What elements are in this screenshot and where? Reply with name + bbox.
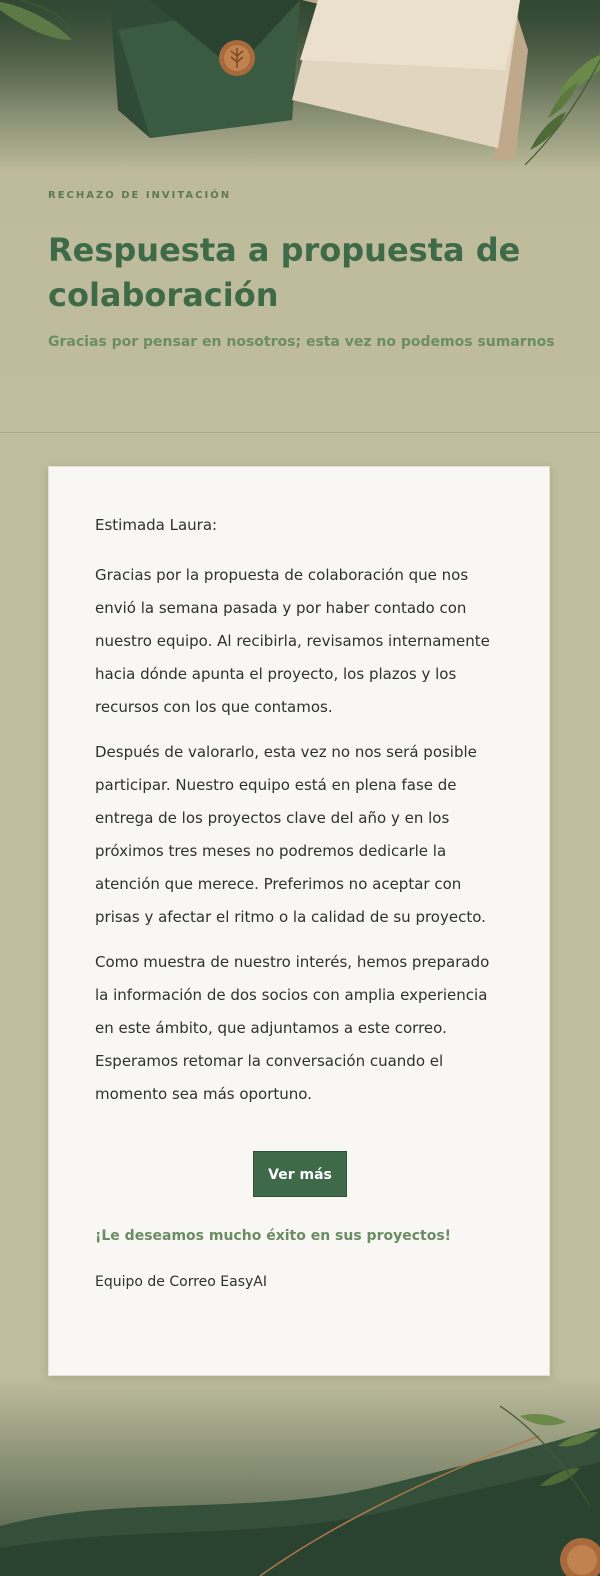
paragraph-3: Como muestra de nuestro interés, hemos preparado la información de dos socios con amplia experiencia en este ámbito, que adjuntamos a este correo. Esperamos retomar la conversación cuando el momento sea más oportuno.: [95, 953, 490, 1103]
message-body: [95, 513, 505, 1293]
paragraph-2: Después de valorarlo, esta vez no nos será posible participar. Nuestro equipo está en plena fase de entrega de los proyectos clave del año y en los próximos tres meses no podremos dedicarle la atención que merece. Preferimos no aceptar con prisas y afectar el ritmo o la calidad de su proyecto.: [95, 743, 486, 926]
envelope-icon: [110, 0, 300, 138]
wax-seal-icon: [219, 40, 255, 76]
paragraph-1: Gracias por la propuesta de colaboración que nos envió la semana pasada y por haber contado con nuestro equipo. Al recibirla, revisamos internamente hacia dónde apunta el proyecto, los plazos y los recursos con los que contamos.: [95, 566, 490, 716]
footer-illustration: [0, 1376, 600, 1576]
eyebrow-label: RECHAZO DE INVITACIÓN: [48, 190, 232, 201]
header-banner: [0, 0, 600, 432]
message-card: [48, 466, 550, 1376]
header-divider: [0, 432, 600, 433]
see-more-button[interactable]: Ver más: [253, 1151, 347, 1197]
greeting: Estimada Laura:: [95, 516, 218, 534]
header-illustration: [0, 0, 600, 432]
signature: Equipo de Correo EasyAI: [95, 1274, 267, 1290]
closing-line: ¡Le deseamos mucho éxito en sus proyectos!: [95, 1228, 452, 1244]
page-subtitle: Gracias por pensar en nosotros; esta vez no podemos sumarnos: [48, 334, 555, 350]
cta-container: [95, 1151, 505, 1197]
page-title: Respuesta a propuesta de colaboración: [48, 231, 521, 314]
